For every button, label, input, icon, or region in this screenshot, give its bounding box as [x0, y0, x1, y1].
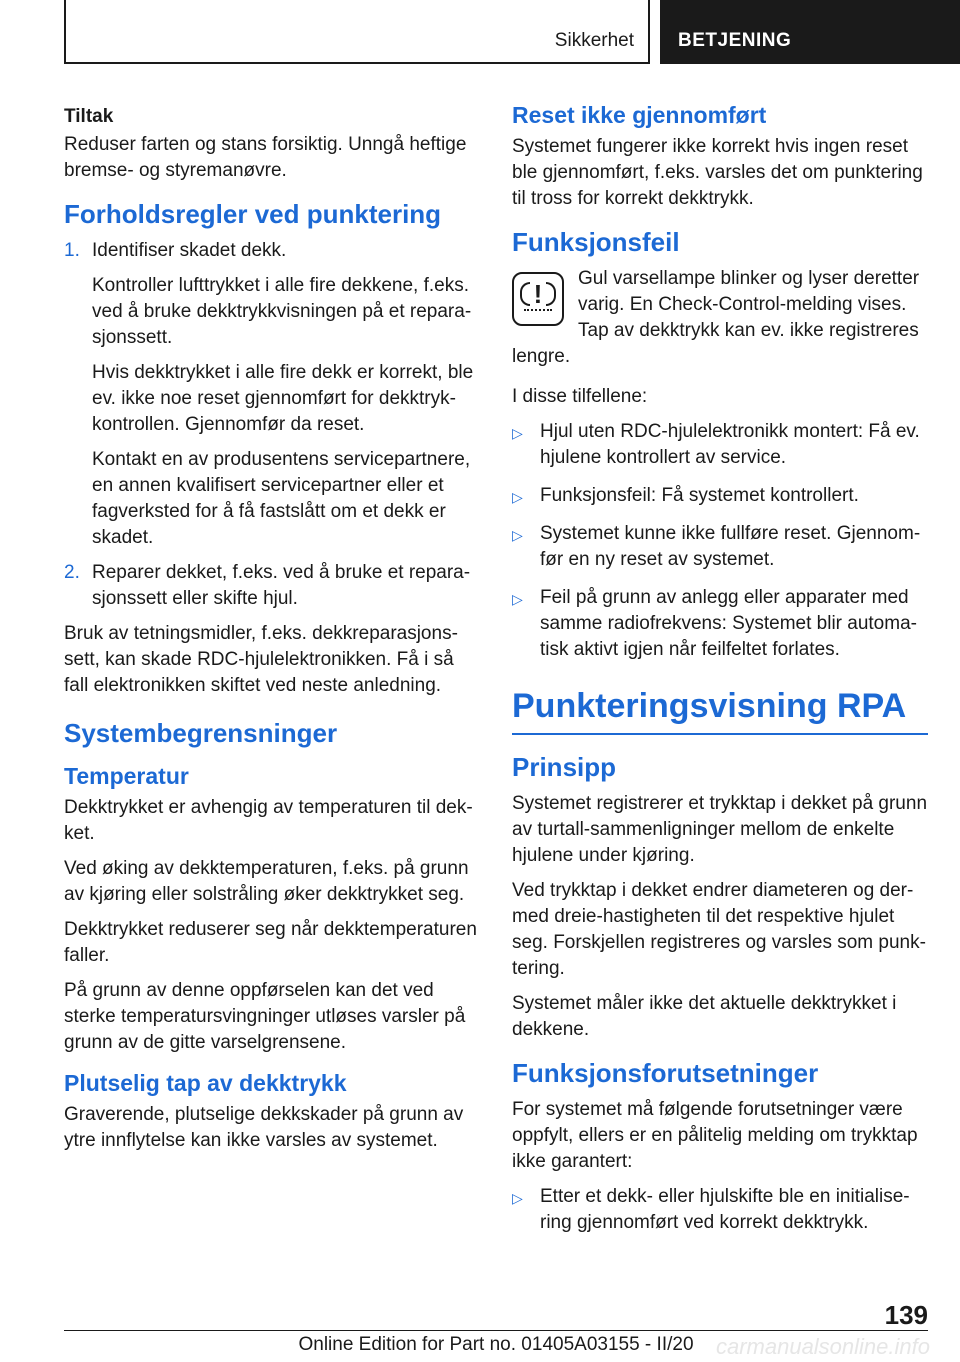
list-item: ▷ Systemet kunne ikke fullføre reset. Gjennomfør en ny reset av systemet. — [512, 523, 921, 570]
right-column — [512, 100, 928, 1248]
footer-divider — [64, 1330, 928, 1331]
body-text: Ved øking av dekktemperaturen, f.eks. på grunn av kjøring eller solstråling øker dekktrykket seg. — [64, 858, 469, 905]
triangle-bullet-icon: ▷ — [512, 527, 523, 543]
page-header — [0, 0, 960, 64]
body-text: Systemet registrerer et trykktap i dekket på grunn av turtall-sammenligninger mellom de enkelte hjulene under kjøring. — [512, 793, 928, 866]
step-paragraph: Hvis dekktrykket i alle fire dekk er korrekt, ble ev. ikke noe reset gjennomført for dekktrykkontrollen. Gjennomfør da reset. — [92, 362, 474, 435]
systembegrensninger-heading: Systembegrensninger — [64, 718, 338, 748]
temperatur-heading: Temperatur — [64, 763, 189, 789]
triangle-bullet-icon: ▷ — [512, 489, 523, 505]
body-text: På grunn av denne oppførselen kan det ved sterke temperatursvingninger utløses varsler på grunn av de gitte varselgrensene. — [64, 980, 466, 1053]
tiltak-text: Reduser farten og stans forsiktig. Unngå heftige bremse- og styremanøvre. — [64, 134, 467, 181]
step-paragraph: Reparer dekket, f.eks. ved å bruke et reparasjonssett eller skifte hjul. — [92, 562, 471, 609]
body-text: Ved trykktap i dekket endrer diameteren og dermed dreie-hastigheten til det respektive hjulet seg. Forskjellen registreres og varsles som punktering. — [512, 880, 926, 979]
steps-list — [64, 238, 482, 612]
triangle-bullet-icon: ▷ — [512, 425, 523, 441]
cases-list — [512, 419, 928, 663]
body-text: I disse tilfellene: — [512, 386, 648, 407]
step-title: Identifiser skadet dekk. — [92, 240, 287, 261]
forholdsregler-heading: Forholdsregler ved punktering — [64, 199, 442, 229]
body-text: Dekktrykket er avhengig av temperaturen til dekket. — [64, 797, 473, 844]
tetningsmidler-text: Bruk av tetningsmidler, f.eks. dekkreparasjonssett, kan skade RDC-hjulelektronikken. Få i så fall elektronikken skiftet ved neste anledning. — [64, 623, 458, 696]
chapter-title: BETJENING — [678, 30, 792, 51]
rpa-heading: Punkteringsvisning RPA — [512, 685, 928, 735]
list-item: ▷ Hjul uten RDC-hjulelektronikk montert: Få ev. hjulene kontrollert av service. — [512, 421, 920, 468]
section-tab — [64, 0, 650, 64]
prinsipp-heading: Prinsipp — [512, 752, 617, 782]
step-paragraph: Kontroller lufttrykket i alle fire dekkene, f.eks. ved å bruke dekktrykkvisningen på et reparasjonssett. — [92, 275, 472, 348]
step-number: 2. — [64, 562, 80, 583]
warning-block — [512, 266, 928, 370]
list-item — [64, 560, 482, 612]
chapter-tab — [660, 0, 960, 64]
tiltak-heading: Tiltak — [64, 106, 114, 127]
tire-pressure-warning-icon: ! — [512, 272, 564, 326]
list-item: ▷ Feil på grunn av anlegg eller apparater med samme radiofrekvens: Systemet blir automatisk aktivt igjen når feilfeltet forlates. — [512, 587, 917, 660]
body-text: Systemet måler ikke det aktuelle dekktrykket i dekkene. — [512, 993, 897, 1040]
body-text: For systemet må følgende forutsetninger være oppfylt, ellers er en pålitelig melding om trykktap ikke garantert: — [512, 1099, 918, 1172]
list-item — [64, 238, 482, 551]
page-number: 139 — [884, 1300, 928, 1330]
funksjonsfeil-text: Gul varsellampe blinker og lyser deretter varig. En Check-Control-melding vises. Tap av dekktrykk kan ev. ikke registreres lengre. — [512, 268, 920, 367]
list-item: ▷ Etter et dekk- eller hjulskifte ble en initialisering gjennomført ved korrekt dekktrykk. — [512, 1186, 910, 1233]
edition-text: Online Edition for Part no. 01405A03155 - II/20 — [298, 1334, 694, 1355]
triangle-bullet-icon: ▷ — [512, 1190, 523, 1206]
body-text: Systemet fungerer ikke korrekt hvis ingen reset ble gjennomført, f.eks. varsles det om punktering til tross for korrekt dekktrykk. — [512, 136, 923, 209]
reset-heading: Reset ikke gjennomført — [512, 102, 767, 128]
plutselig-heading: Plutselig tap av dekktrykk — [64, 1070, 347, 1096]
forutsetninger-list — [512, 1184, 928, 1236]
step-number: 1. — [64, 240, 80, 261]
step-paragraph: Kontakt en av produsentens servicepartnere, en annen kvalifisert servicepartner eller et fagverksted for å få fastslått om et dekk er skadet. — [92, 449, 471, 548]
body-text: Graverende, plutselige dekkskader på grunn av ytre innflytelse kan ikke varsles av systemet. — [64, 1104, 464, 1151]
list-item: ▷ Funksjonsfeil: Få systemet kontrollert. — [512, 483, 928, 509]
funksjonsfeil-heading: Funksjonsfeil — [512, 227, 680, 257]
body-text: Dekktrykket reduserer seg når dekktemperaturen faller. — [64, 919, 477, 966]
watermark: carmanualsonline.info — [715, 1334, 930, 1359]
section-title: Sikkerhet — [554, 30, 634, 51]
funksjonsforutsetninger-heading: Funksjonsforutsetninger — [512, 1058, 819, 1088]
triangle-bullet-icon: ▷ — [512, 591, 523, 607]
left-column — [64, 100, 482, 1163]
